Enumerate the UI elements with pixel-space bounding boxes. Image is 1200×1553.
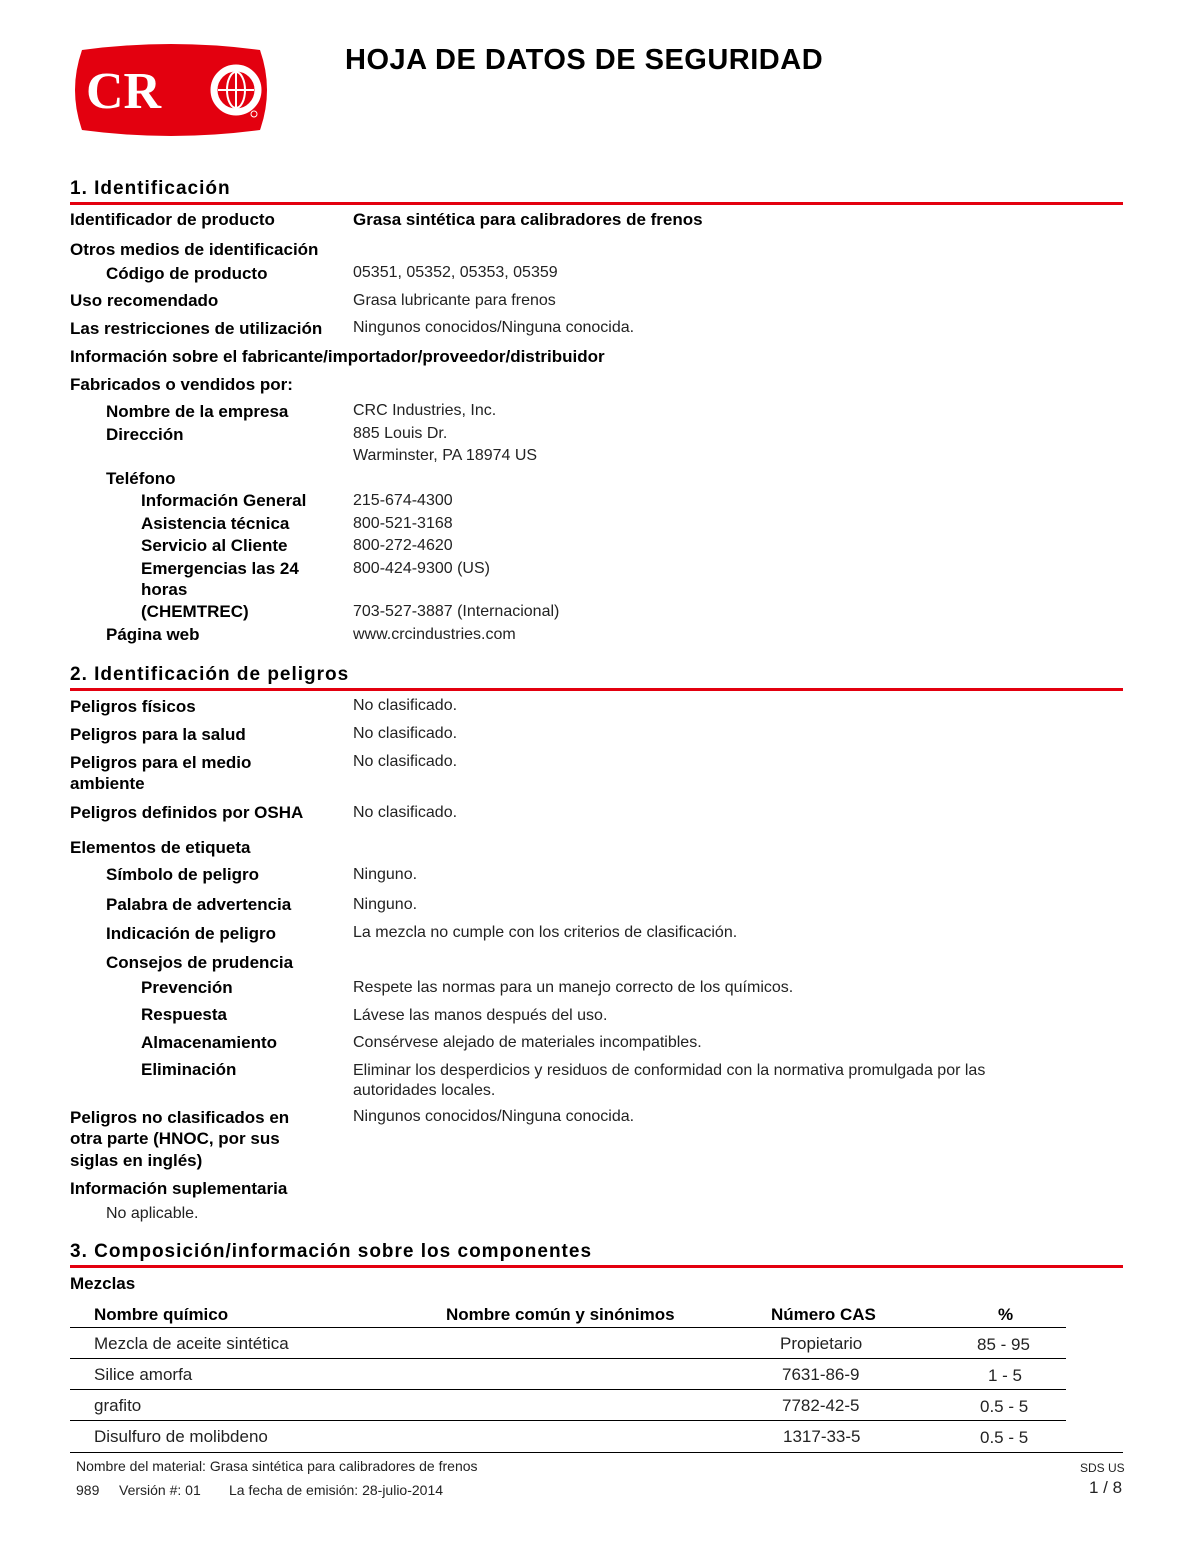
- manufacturer-info-label: Información sobre el fabricante/importador/proveedor/distribuidor: [70, 347, 605, 366]
- recommended-use-value: Grasa lubricante para frenos: [353, 292, 556, 309]
- cell-percent: 0.5 - 5: [980, 1397, 1029, 1416]
- disposal-value-line-2: autoridades locales.: [353, 1082, 496, 1099]
- emergency-label-line-3: (CHEMTREC): [141, 602, 249, 621]
- supplementary-info-value: No aplicable.: [106, 1205, 199, 1222]
- general-info-phone: 215-674-4300: [353, 492, 453, 509]
- hnoc-label-line-3: siglas en inglés): [70, 1151, 203, 1170]
- table-row-rule: [70, 1358, 1066, 1359]
- section-2-rule: [70, 688, 1123, 691]
- table-header-rule: [70, 1327, 1066, 1328]
- cell-chemical-name: grafito: [94, 1396, 142, 1415]
- section-3-rule: [70, 1265, 1123, 1268]
- footer-issue-date: La fecha de emisión: 28-julio-2014: [229, 1482, 444, 1498]
- footer-version: Versión #: 01: [119, 1482, 201, 1498]
- hazard-symbol-label: Símbolo de peligro: [106, 865, 260, 884]
- company-name-value: CRC Industries, Inc.: [353, 402, 497, 419]
- cell-chemical-name: Silice amorfa: [94, 1365, 193, 1384]
- other-means-label: Otros medios de identificación: [70, 240, 319, 259]
- address-line-2: Warminster, PA 18974 US: [353, 447, 538, 464]
- website-value[interactable]: www.crcindustries.com: [353, 626, 516, 643]
- precautionary-label: Consejos de prudencia: [106, 953, 294, 972]
- hazard-statement-label: Indicación de peligro: [106, 924, 277, 943]
- customer-service-label: Servicio al Cliente: [141, 536, 288, 555]
- section-1-title: 1. Identificación: [70, 178, 231, 199]
- disposal-label: Eliminación: [141, 1060, 237, 1079]
- restrictions-label: Las restricciones de utilización: [70, 319, 323, 338]
- mixtures-label: Mezclas: [70, 1274, 136, 1293]
- emergency-label-line-2: horas: [141, 580, 188, 599]
- footer-material-name: Nombre del material: Grasa sintética para calibradores de frenos: [76, 1458, 478, 1474]
- storage-label: Almacenamiento: [141, 1033, 278, 1052]
- document-title: HOJA DE DATOS DE SEGURIDAD: [345, 44, 824, 76]
- physical-hazards-label: Peligros físicos: [70, 697, 196, 716]
- product-identifier-value: Grasa sintética para calibradores de frenos: [353, 210, 703, 229]
- col-common-name: Nombre común y sinónimos: [446, 1305, 675, 1324]
- address-line-1: 885 Louis Dr.: [353, 425, 448, 442]
- physical-hazards-value: No clasificado.: [353, 697, 458, 714]
- env-hazards-value: No clasificado.: [353, 753, 458, 770]
- cell-cas-number: Propietario: [780, 1334, 863, 1353]
- cell-percent: 85 - 95: [977, 1335, 1030, 1354]
- address-label: Dirección: [106, 425, 184, 444]
- svg-text:CR: CR: [86, 63, 162, 120]
- crc-logo-icon: [68, 44, 274, 136]
- col-cas-number: Número CAS: [771, 1305, 876, 1324]
- recommended-use-label: Uso recomendado: [70, 291, 219, 310]
- website-label: Página web: [106, 625, 200, 644]
- label-elements-label: Elementos de etiqueta: [70, 838, 251, 857]
- made-by-label: Fabricados o vendidos por:: [70, 375, 293, 394]
- hnoc-label-line-1: Peligros no clasificados en: [70, 1108, 290, 1127]
- footer-doc-code: 989: [76, 1482, 100, 1498]
- env-hazards-label-line-1: Peligros para el medio: [70, 753, 252, 772]
- health-hazards-label: Peligros para la salud: [70, 725, 246, 744]
- response-value: Lávese las manos después del uso.: [353, 1007, 608, 1024]
- env-hazards-label-line-2: ambiente: [70, 774, 145, 793]
- emergency-label-line-1: Emergencias las 24: [141, 559, 299, 578]
- table-row-rule: [70, 1389, 1066, 1390]
- cell-cas-number: 1317-33-5: [783, 1427, 861, 1446]
- emergency-phone-us: 800-424-9300 (US): [353, 560, 490, 577]
- health-hazards-value: No clasificado.: [353, 725, 458, 742]
- company-name-label: Nombre de la empresa: [106, 402, 289, 421]
- cell-chemical-name: Mezcla de aceite sintética: [94, 1334, 289, 1353]
- hnoc-value: Ningunos conocidos/Ninguna conocida.: [353, 1108, 635, 1125]
- table-row-rule: [70, 1420, 1066, 1421]
- hnoc-label-line-2: otra parte (HNOC, por sus: [70, 1129, 280, 1148]
- osha-hazards-label: Peligros definidos por OSHA: [70, 803, 304, 822]
- section-1-rule: [70, 202, 1123, 205]
- disposal-value-line-1: Eliminar los desperdicios y residuos de conformidad con la normativa promulgada por las: [353, 1062, 986, 1079]
- cell-cas-number: 7631-86-9: [782, 1365, 860, 1384]
- phone-label: Teléfono: [106, 469, 176, 488]
- storage-value: Consérvese alejado de materiales incompatibles.: [353, 1034, 702, 1051]
- cell-percent: 0.5 - 5: [980, 1428, 1029, 1447]
- cell-chemical-name: Disulfuro de molibdeno: [94, 1427, 268, 1446]
- prevention-label: Prevención: [141, 978, 233, 997]
- signal-word-label: Palabra de advertencia: [106, 895, 292, 914]
- supplementary-info-label: Información suplementaria: [70, 1179, 288, 1198]
- response-label: Respuesta: [141, 1005, 227, 1024]
- general-info-label: Información General: [141, 491, 307, 510]
- emergency-phone-intl: 703-527-3887 (Internacional): [353, 603, 560, 620]
- product-identifier-label: Identificador de producto: [70, 210, 275, 229]
- page-number: 1 / 8: [1089, 1478, 1123, 1497]
- cell-percent: 1 - 5: [988, 1366, 1023, 1385]
- tech-support-label: Asistencia técnica: [141, 514, 290, 533]
- prevention-value: Respete las normas para un manejo correcto de los químicos.: [353, 979, 794, 996]
- hazard-symbol-value: Ninguno.: [353, 866, 418, 883]
- col-percent: %: [998, 1305, 1014, 1324]
- product-code-label: Código de producto: [106, 264, 268, 283]
- crc-logo: [68, 44, 274, 136]
- restrictions-value: Ningunos conocidos/Ninguna conocida.: [353, 319, 635, 336]
- section-3-title: 3. Composición/información sobre los componentes: [70, 1241, 593, 1262]
- hazard-statement-value: La mezcla no cumple con los criterios de clasificación.: [353, 924, 738, 941]
- footer-sds-label: SDS US: [1080, 1461, 1125, 1475]
- osha-hazards-value: No clasificado.: [353, 804, 458, 821]
- signal-word-value: Ninguno.: [353, 896, 418, 913]
- customer-service-phone: 800-272-4620: [353, 537, 453, 554]
- product-code-value: 05351, 05352, 05353, 05359: [353, 264, 558, 281]
- section-2-title: 2. Identificación de peligros: [70, 664, 350, 685]
- col-chemical-name: Nombre químico: [94, 1305, 229, 1324]
- cell-cas-number: 7782-42-5: [782, 1396, 860, 1415]
- footer-rule: [70, 1452, 1123, 1453]
- tech-support-phone: 800-521-3168: [353, 515, 453, 532]
